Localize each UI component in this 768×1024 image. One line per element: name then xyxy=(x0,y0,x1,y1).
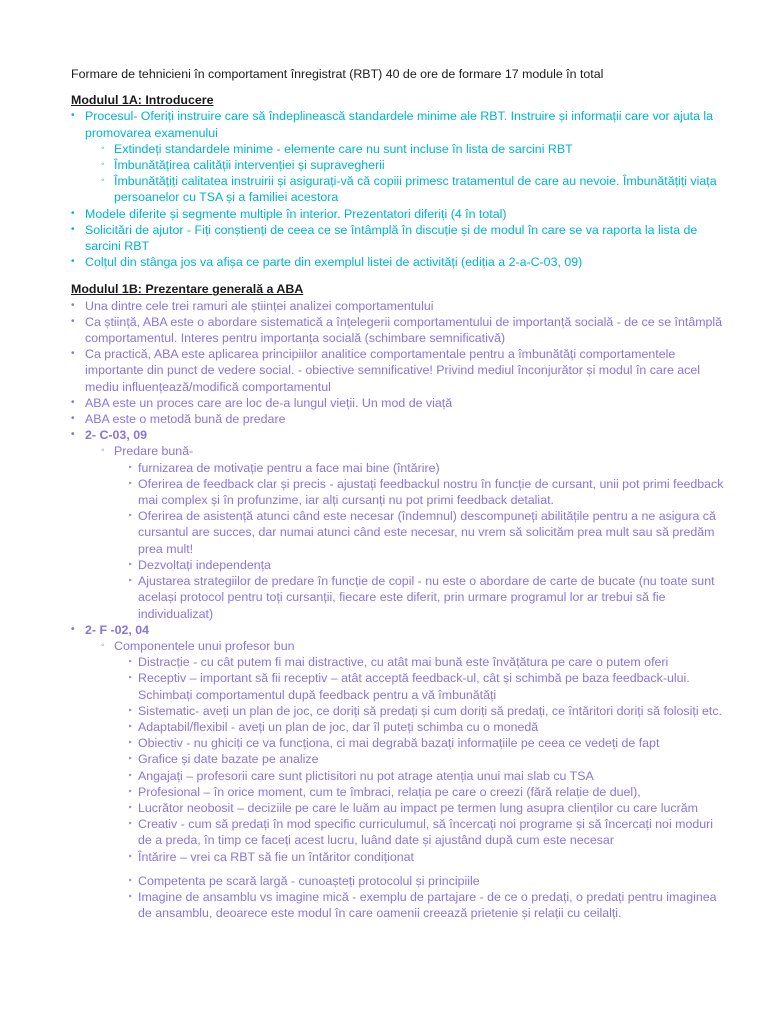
list-item: ‣ Profesional – în orice moment, cum te îmbraci, relația pe care o creezi (fără relație de duel), xyxy=(128,784,641,799)
bullet-icon: ‣ xyxy=(128,802,133,812)
bullet-icon: ‣ xyxy=(128,478,133,488)
bullet-icon: ‣ xyxy=(128,891,133,901)
list-item: ‣ Întărire – vrei ca RBT să fie un întăritor condiționat xyxy=(128,849,414,864)
list-item: ‣ Distracție - cu cât putem fi mai distractive, cu atât mai bună este învățătura pe care o putem oferi xyxy=(128,655,669,670)
bullet-icon: • xyxy=(71,207,75,219)
list-item: ‣ Creativ - cum să predați în mod specific curriculumul, să încercați noi programe și să încercați noi moduri de a preda, în timp ce faceți acest lucru, luând date și ajustând după cum este necesar xyxy=(128,817,714,848)
list-item: • Solicitări de ajutor - Fiți conștienți de ceea ce se întâmplă în discuție și de modul în care se va raporta la lista de sarcini RBT xyxy=(71,222,698,254)
document-title: Formare de tehnicieni în comportament înregistrat (RBT) 40 de ore de formare 17 module în total xyxy=(71,67,604,81)
bullet-icon: ‣ xyxy=(128,851,133,861)
list-item: • Colțul din stânga jos va afișa ce parte din exemplul listei de activități (ediția a 2-a-C-03, 09) xyxy=(71,255,583,270)
section-heading: Modulul 1A: Introducere xyxy=(71,93,214,108)
list-item-code: • 2- F -02, 04 xyxy=(71,622,150,637)
bullet-icon: ‣ xyxy=(128,721,133,731)
list-item: • Una dintre cele trei ramuri ale științei analizei comportamentului xyxy=(71,298,434,313)
bullet-icon: ‣ xyxy=(128,738,133,748)
list-item: ◦ Extindeți standardele minime - elemente care nu sunt incluse în lista de sarcini RBT xyxy=(101,141,573,156)
bullet-icon: • xyxy=(71,413,75,425)
list-item: • Modele diferite și segmente multiple în interior. Prezentatori diferiți (4 în total) xyxy=(71,206,507,221)
bullet-icon: • xyxy=(71,429,75,441)
list-item: ‣ Obiectiv - nu ghiciți ce va funcționa, ci mai degrabă bazați informațiile pe ceea ce vedeți de fapt xyxy=(128,736,660,751)
list-item: • Ca știință, ABA este o abordare sistematică a înțelegerii comportamentului de importanță socială - de ce se întâmplă comportamentul. Interes pentru importanța socială (schimbare semnificativă) xyxy=(71,314,723,346)
list-item: • Ca practică, ABA este aplicarea principiilor analitice comportamentale pentru a îmbunătăți comportamentele importante din punct de vedere social. - obiective semnificative! Privind mediul înconjurător și modul în care acel mediu influențează/modifică comportamentul xyxy=(71,347,701,394)
list-item: ‣ Adaptabil/flexibil - aveți un plan de joc, dar îl puteți schimba cu o monedă xyxy=(128,719,539,734)
bullet-icon: ◦ xyxy=(101,175,105,187)
list-item: ◦ Îmbunătățiți calitatea instruirii și asigurați-vă că copiii primesc tratamentul de care au nevoie. Îmbunătățiți viața persoanelor cu TSA și a familiei acestora xyxy=(101,174,717,205)
bullet-icon: ‣ xyxy=(128,462,133,472)
list-item: ‣ Competenta pe scară largă - cunoașteți protocolul și principiile xyxy=(128,873,480,888)
list-item: • Procesul- Oferiți instruire care să îndeplinească standardele minime ale RBT. Instruire și informații care vor ajuta la promovarea examenului xyxy=(71,109,714,140)
list-item: ‣ Oferirea de feedback clar și precis - ajustați feedbackul nostru în funcție de cursant, unii pot primi feedback mai complex și în profunzime, iar alți cursanți nu pot primi feedback detaliat. xyxy=(128,476,724,508)
bullet-icon: ‣ xyxy=(128,576,133,586)
list-item: ◦ Predare bună- xyxy=(101,444,194,459)
bullet-icon: • xyxy=(71,396,75,408)
bullet-icon: ‣ xyxy=(128,511,133,521)
list-item: ‣ furnizarea de motivație pentru a face mai bine (întărire) xyxy=(128,460,440,475)
bullet-icon: ◦ xyxy=(101,159,105,171)
bullet-icon: • xyxy=(71,256,75,268)
section-module-1b xyxy=(71,281,728,921)
bullet-icon: ◦ xyxy=(101,445,105,457)
list-item: • ABA este un proces care are loc de-a lungul vieții. Un mod de viață xyxy=(71,395,453,410)
bullet-icon: • xyxy=(71,110,75,122)
bullet-icon: ‣ xyxy=(128,705,133,715)
bullet-icon: • xyxy=(71,348,75,360)
bullet-icon: • xyxy=(71,299,75,311)
bullet-icon: ◦ xyxy=(101,639,105,651)
bullet-icon: ‣ xyxy=(128,754,133,764)
list-item: ‣ Receptiv – important să fii receptiv – atât acceptă feedback-ul, cât și schimbă pe baza feedback-ului. Schimbați comportamentul după feedback pentru a vă îmbunătăți xyxy=(128,671,690,702)
list-item: ‣ Sistematic- aveți un plan de joc, ce doriți să predați și cum doriți să predați, ce întăritori doriți să folosiți etc. xyxy=(128,703,722,718)
bullet-icon: ‣ xyxy=(128,770,133,780)
list-item: ‣ Lucrător neobosit – deciziile pe care le luăm au impact pe termen lung asupra clienților cu care lucrăm xyxy=(128,800,698,815)
bullet-icon: ‣ xyxy=(128,786,133,796)
bullet-icon: • xyxy=(71,315,75,327)
list-item: ‣ Imagine de ansamblu vs imagine mică - exemplu de partajare - de ce o predați, o predați pentru imaginea de ansamblu, deoarece este modul în care oamenii creează prietenie și relații cu ceilalți. xyxy=(128,889,717,921)
bullet-icon: • xyxy=(71,623,75,635)
bullet-icon: ‣ xyxy=(128,673,133,683)
section-module-1a xyxy=(71,92,728,270)
bullet-icon: ‣ xyxy=(128,559,133,569)
list-item-code: • 2- C-03, 09 xyxy=(71,428,147,443)
bullet-icon: ‣ xyxy=(128,819,133,829)
bullet-icon: ‣ xyxy=(128,875,133,885)
list-item: ‣ Ajustarea strategiilor de predare în funcție de copil - nu este o abordare de carte de bucate (nu toate sunt același protocol pentru toți cursanții, fiecare este diferit, prin urmare programul lor ar trebui să fie individualizat) xyxy=(128,574,715,621)
list-item: ◦ Componentele unui profesor bun xyxy=(101,638,295,653)
list-item: ‣ Dezvoltați independența xyxy=(128,557,271,572)
list-item: ‣ Grafice și date bazate pe analize xyxy=(128,752,319,767)
list-item: ◦ Îmbunătățirea calității intervenției și supravegherii xyxy=(101,158,385,173)
section-heading: Modulul 1B: Prezentare generală a ABA xyxy=(71,282,304,297)
bullet-icon: ◦ xyxy=(101,142,105,154)
list-item: ‣ Oferirea de asistență atunci când este necesar (îndemnul) descompuneți abilitățile pentru a ne asigura că cursantul are succes, dar numai atunci când este necesar, nu vrem să solicităm prea mult sau să predăm prea mult! xyxy=(128,509,716,556)
list-item: • ABA este o metodă bună de predare xyxy=(71,412,286,427)
list-item: ‣ Angajați – profesorii care sunt plictisitori nu pot atrage atenția unui mai slab cu TSA xyxy=(128,768,594,783)
bullet-icon: • xyxy=(71,223,75,235)
bullet-icon: ‣ xyxy=(128,657,133,667)
